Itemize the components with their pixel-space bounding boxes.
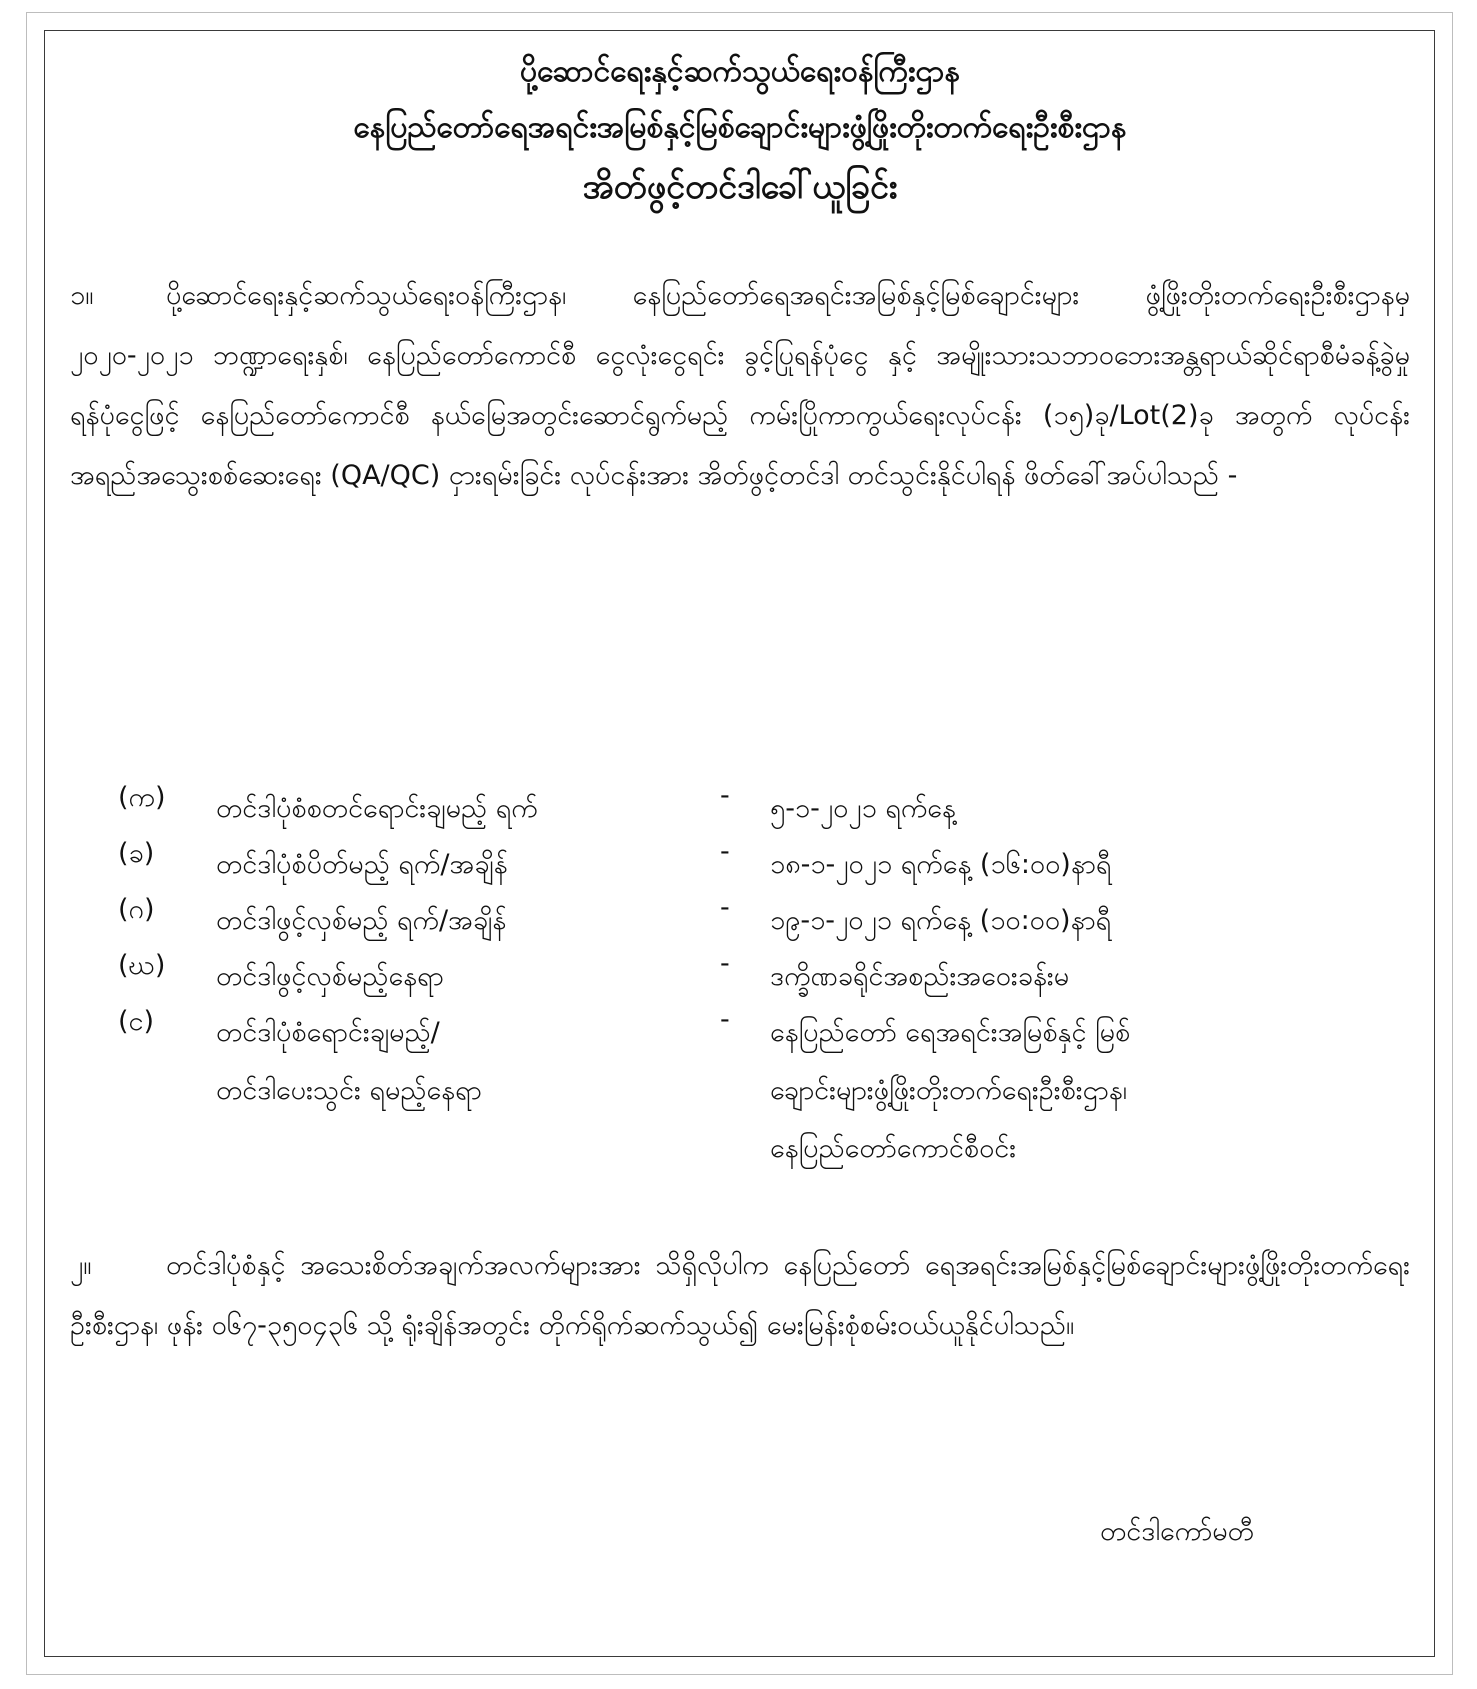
paragraph-text: ပို့ဆောင်ရေးနှင့်ဆက်သွယ်ရေးဝန်ကြီးဌာန၊ နေပြည်တော်ရေအရင်းအမြစ်နှင့်မြစ်ချောင်းများ ဖွံ့ဖြိုးတိုးတက်ရေးဦးစီးဌာနမှ ၂၀၂၀-၂၀၂၁ ဘဏ္ဍာရေးနှစ်၊ နေပြည်တော်ကောင်စီ ငွေလုံးငွေရင်း ခွင့်ပြုရန်ပုံငွေ နှင့် အမျိုးသားသဘာဝဘေးအန္တရာယ်ဆိုင်ရာစီမံခန့်ခွဲမှုရန်ပုံငွေဖြင့် နေပြည်တော်ကောင်စီ နယ်မြေအတွင်းဆောင်ရွက်မည့် ကမ်းပြိုကာကွယ်ရေးလုပ်ငန်း (၁၅)ခု/Lot(2)ခု အတွက် လုပ်ငန်း အရည်အသွေးစစ်ဆေးရေး (QA/QC) ငှားရမ်းခြင်း လုပ်ငန်းအား အိတ်ဖွင့်တင်ဒါ တင်သွင်းနိုင်ပါရန် ဖိတ်ခေါ်အပ်ပါသည် - <box>70 280 1410 491</box>
schedule-row <box>70 892 1410 948</box>
paragraph-2 <box>70 1236 1410 1356</box>
schedule-value-line: ၁၉-၁-၂၀၂၁ ရက်နေ့ (၁၀:၀၀)နာရီ <box>770 905 1112 936</box>
schedule-row <box>70 780 1410 836</box>
schedule-label: (ဃ) <box>118 950 166 981</box>
schedule-item <box>216 948 686 1006</box>
schedule-value <box>770 836 1350 894</box>
notice-header <box>70 44 1410 218</box>
schedule-label: (ဂ) <box>118 894 155 925</box>
paragraph-number: ၁။ <box>70 280 94 311</box>
schedule-dash: - <box>720 948 730 979</box>
schedule-item-line: တင်ဒါဖွင့်လှစ်မည့်နေရာ <box>216 961 444 992</box>
schedule-value <box>770 780 1350 838</box>
schedule-row <box>70 836 1410 892</box>
schedule-value-line: ၁၈-၁-၂၀၂၁ ရက်နေ့ (၁၆:၀၀)နာရီ <box>770 849 1112 880</box>
paragraph-1 <box>70 266 1410 506</box>
signature-committee: တင်ဒါကော်မတီ <box>1100 1516 1254 1547</box>
schedule-row <box>70 948 1410 1004</box>
paragraph-number: ၂။ <box>70 1250 92 1281</box>
schedule-value <box>770 1004 1350 1178</box>
ministry-title: ပို့ဆောင်ရေးနှင့်ဆက်သွယ်ရေးဝန်ကြီးဌာန <box>520 54 960 89</box>
schedule-dash: - <box>720 780 730 811</box>
schedule-value-line: ဒက္ခိဏခရိုင်အစည်းအဝေးခန်းမ <box>770 961 1070 992</box>
schedule-item-line: တင်ဒါပုံစံရောင်းချမည့်/ <box>216 1017 440 1048</box>
department-title: နေပြည်တော်ရေအရင်းအမြစ်နှင့်မြစ်ချောင်းများဖွံ့ဖြိုးတိုးတက်ရေးဦးစီးဌာန <box>353 110 1127 145</box>
schedule-value-line: ၅-၁-၂၀၂၁ ရက်နေ့ <box>770 793 956 824</box>
schedule-label: (င) <box>118 1006 155 1037</box>
notice-title: အိတ်ဖွင့်တင်ဒါခေါ်ယူခြင်း <box>582 167 898 207</box>
schedule-item-line: တင်ဒါပုံစံပိတ်မည့် ရက်/အချိန် <box>216 849 508 880</box>
schedule-value <box>770 948 1350 1006</box>
schedule-item-line: တင်ဒါဖွင့်လှစ်မည့် ရက်/အချိန် <box>216 905 507 936</box>
schedule-dash: - <box>720 1004 730 1035</box>
schedule-dash: - <box>720 836 730 867</box>
schedule-row <box>70 1004 1410 1178</box>
schedule-label: (ခ) <box>118 838 155 869</box>
schedule-dash: - <box>720 892 730 923</box>
schedule-item-line: တင်ဒါပုံစံစတင်ရောင်းချမည့် ရက် <box>216 793 538 824</box>
schedule-item <box>216 780 686 838</box>
schedule-value-line: ချောင်းများဖွံ့ဖြိုးတိုးတက်ရေးဦးစီးဌာန၊ <box>770 1075 1127 1106</box>
schedule-label: (က) <box>118 782 166 813</box>
schedule-item-line: တင်ဒါပေးသွင်း ရမည့်နေရာ <box>216 1075 482 1106</box>
schedule-value-line: နေပြည်တော် ရေအရင်းအမြစ်နှင့် မြစ် <box>770 1017 1131 1048</box>
schedule-value-line: နေပြည်တော်ကောင်စီဝင်း <box>770 1133 1017 1164</box>
schedule-item <box>216 1004 686 1120</box>
schedule-item <box>216 892 686 950</box>
notice-content <box>70 44 1410 1624</box>
tender-schedule <box>70 780 1410 1178</box>
schedule-item <box>216 836 686 894</box>
schedule-value <box>770 892 1350 950</box>
paragraph-text: တင်ဒါပုံစံနှင့် အသေးစိတ်အချက်အလက်များအား သိရှိလိုပါက နေပြည်တော် ရေအရင်းအမြစ်နှင့်မြစ်ချောင်းများဖွံ့ဖြိုးတိုးတက်ရေးဦးစီးဌာန၊ ဖုန်း ၀၆၇-၃၅၀၄၃၆ သို့ ရုံးချိန်အတွင်း တိုက်ရိုက်ဆက်သွယ်၍ မေးမြန်းစုံစမ်းဝယ်ယူနိုင်ပါသည်။ <box>70 1250 1410 1341</box>
